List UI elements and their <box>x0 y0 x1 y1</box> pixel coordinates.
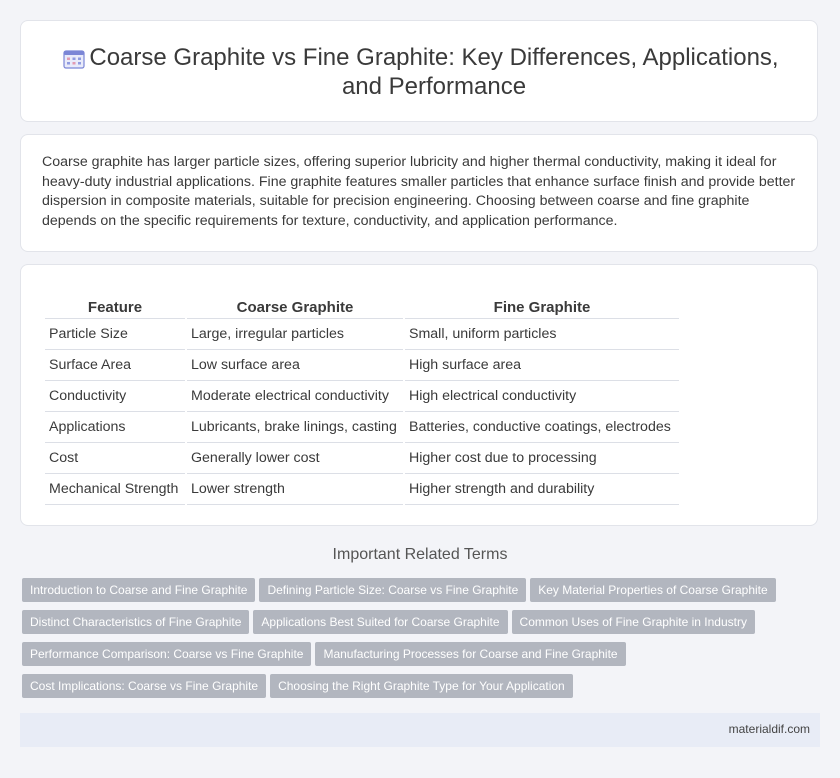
table-cell: Batteries, conductive coatings, electrodes <box>405 412 679 443</box>
related-term-tag[interactable]: Key Material Properties of Coarse Graphite <box>530 578 775 602</box>
comparison-card <box>20 264 818 526</box>
table-row <box>45 350 679 381</box>
table-cell: High electrical conductivity <box>405 381 679 412</box>
table-cell: Surface Area <box>45 350 185 381</box>
related-term-tag[interactable]: Manufacturing Processes for Coarse and Fine Graphite <box>315 642 625 666</box>
table-cell: Low surface area <box>187 350 403 381</box>
page-title: Coarse Graphite vs Fine Graphite: Key Differences, Applications, and Performance <box>89 44 779 100</box>
table-row <box>45 319 679 350</box>
intro-card <box>20 134 818 252</box>
intro-paragraph: Coarse graphite has larger particle sizes, offering superior lubricity and higher thermal conductivity, making it ideal for heavy-duty industrial applications. Fine graphite features smaller particles that enhance surface finish and provide better dispersion in composite materials, suitable for precision engineering. Choosing between coarse and fine graphite depends on the specific requirements for texture, conductivity, and application performance. <box>42 154 796 229</box>
table-cell: Generally lower cost <box>187 443 403 474</box>
table-row <box>45 381 679 412</box>
header-feature: Feature <box>45 295 185 319</box>
table-cell: High surface area <box>405 350 679 381</box>
footer-bar <box>20 713 820 747</box>
related-terms-title: Important Related Terms <box>332 546 508 563</box>
table-header-row <box>45 295 679 319</box>
related-term-tag[interactable]: Introduction to Coarse and Fine Graphite <box>22 578 255 602</box>
table-cell: Small, uniform particles <box>405 319 679 350</box>
table-cell: Higher cost due to processing <box>405 443 679 474</box>
table-cell: Lubricants, brake linings, casting <box>187 412 403 443</box>
table-cell: Conductivity <box>45 381 185 412</box>
footer-site-link[interactable]: materialdif.com <box>728 722 810 736</box>
related-term-tag[interactable]: Distinct Characteristics of Fine Graphite <box>22 610 249 634</box>
related-term-tag[interactable]: Common Uses of Fine Graphite in Industry <box>512 610 755 634</box>
header-coarse: Coarse Graphite <box>187 295 403 319</box>
comparison-table <box>43 295 681 505</box>
table-row <box>45 443 679 474</box>
related-term-tag[interactable]: Choosing the Right Graphite Type for Your Application <box>270 674 573 698</box>
table-cell: Applications <box>45 412 185 443</box>
related-term-tag[interactable]: Applications Best Suited for Coarse Graphite <box>253 610 507 634</box>
table-cell: Lower strength <box>187 474 403 505</box>
related-terms-list <box>22 578 812 706</box>
related-term-tag[interactable]: Performance Comparison: Coarse vs Fine Graphite <box>22 642 311 666</box>
table-row <box>45 474 679 505</box>
table-cell: Particle Size <box>45 319 185 350</box>
header-fine: Fine Graphite <box>405 295 679 319</box>
related-term-tag[interactable]: Cost Implications: Coarse vs Fine Graphite <box>22 674 266 698</box>
table-row <box>45 412 679 443</box>
header-card <box>20 20 818 122</box>
table-cell: Moderate electrical conductivity <box>187 381 403 412</box>
table-cell: Higher strength and durability <box>405 474 679 505</box>
table-cell: Mechanical Strength <box>45 474 185 505</box>
table-cell: Large, irregular particles <box>187 319 403 350</box>
related-term-tag[interactable]: Defining Particle Size: Coarse vs Fine Graphite <box>259 578 526 602</box>
table-cell: Cost <box>45 443 185 474</box>
